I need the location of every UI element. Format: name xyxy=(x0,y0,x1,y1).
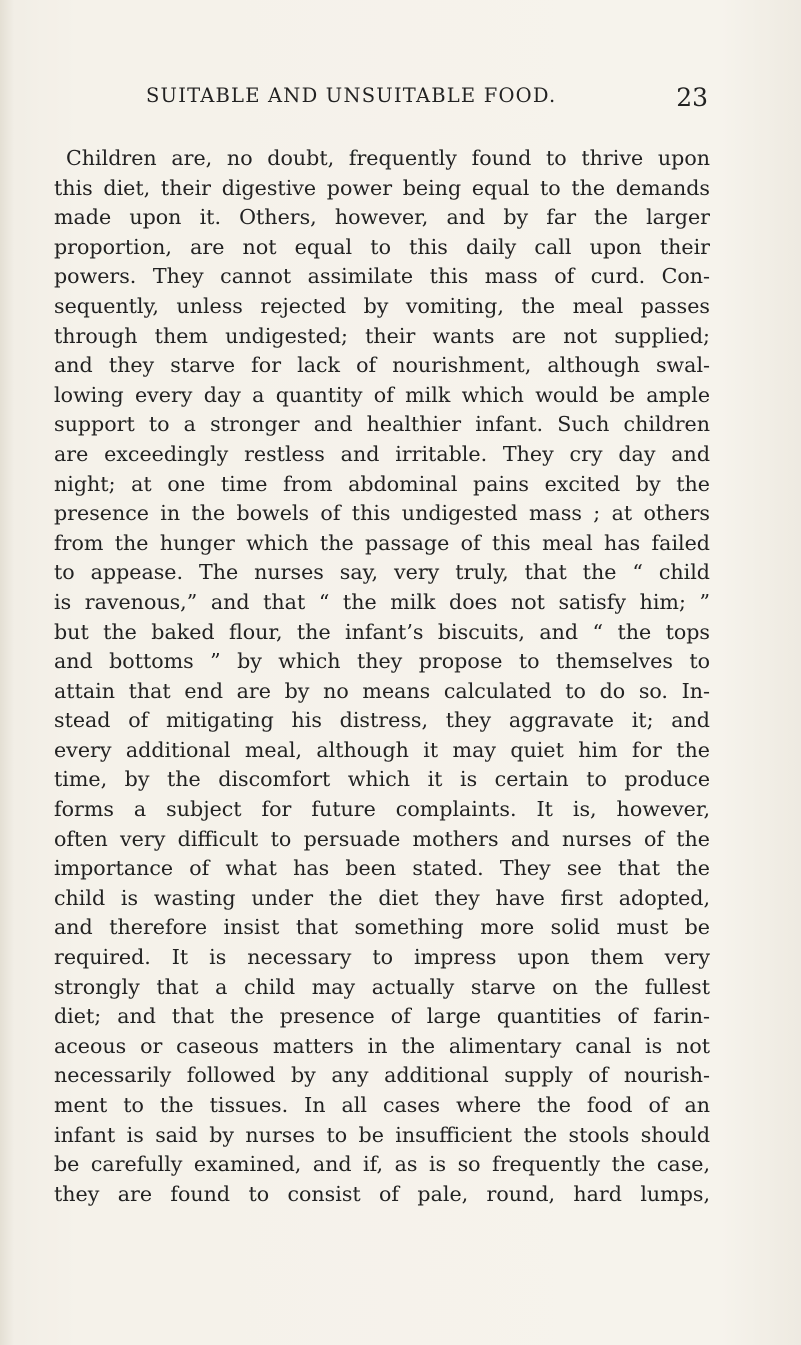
text-line: proportion, are not equal to this daily call upon their xyxy=(54,234,710,259)
text-line: is ravenous,” and that “ the milk does not satisfy him; ” xyxy=(54,589,710,614)
text-line: presence in the bowels of this undigested mass ; at others xyxy=(54,501,710,526)
text-line: required. It is necessary to impress upon them very xyxy=(54,945,710,970)
text-line: and they starve for lack of nourishment, although swal- xyxy=(54,353,710,378)
running-header xyxy=(138,84,708,114)
text-line: ment to the tissues. In all cases where the food of an xyxy=(54,1093,710,1117)
text-line: Children are, no doubt, frequently found to thrive upon xyxy=(66,146,710,170)
text-line: support to a stronger and healthier infant. Such children xyxy=(54,412,710,437)
text-line: and bottoms ” by which they propose to themselves to xyxy=(54,649,710,674)
page-number: 23 xyxy=(676,83,708,112)
text-line: strongly that a child may actually starve on the fullest xyxy=(54,974,710,999)
text-line: diet; and that the presence of large quantities of farin- xyxy=(54,1004,710,1029)
text-line: forms a subject for future complaints. It is, however, xyxy=(54,797,710,822)
text-line: be carefully examined, and if, as is so frequently the case, xyxy=(54,1152,710,1177)
page-edge-shadow xyxy=(0,0,14,1345)
text-line: night; at one time from abdominal pains excited by the xyxy=(54,471,710,496)
text-line: child is wasting under the diet they have first adopted, xyxy=(54,885,710,910)
text-line: infant is said by nurses to be insufficient the stools should xyxy=(54,1122,710,1147)
text-line: from the hunger which the passage of this meal has failed xyxy=(54,530,710,555)
body-paragraph xyxy=(54,144,710,1209)
text-line: through them undigested; their wants are not supplied; xyxy=(54,323,710,348)
text-line: are exceedingly restless and irritable. They cry day and xyxy=(54,441,710,466)
text-line: stead of mitigating his distress, they aggravate it; and xyxy=(54,708,710,733)
text-line: lowing every day a quantity of milk which would be ample xyxy=(54,382,710,407)
running-title: SUITABLE AND UNSUITABLE FOOD. xyxy=(146,84,557,107)
text-line: time, by the discomfort which it is certain to produce xyxy=(54,767,710,792)
text-line: sequently, unless rejected by vomiting, the meal passes xyxy=(54,293,710,318)
text-line: necessarily followed by any additional supply of nourish- xyxy=(54,1063,710,1088)
text-line: every additional meal, although it may quiet him for the xyxy=(54,737,710,762)
text-line: often very difficult to persuade mothers and nurses of the xyxy=(54,826,710,851)
text-line: this diet, their digestive power being equal to the demands xyxy=(54,175,710,200)
text-line: and therefore insist that something more solid must be xyxy=(54,915,710,940)
text-line: powers. They cannot assimilate this mass of curd. Con- xyxy=(54,264,710,289)
text-line: but the baked flour, the infant’s biscuits, and “ the tops xyxy=(54,619,710,644)
text-line: aceous or caseous matters in the alimentary canal is not xyxy=(54,1033,710,1058)
text-line: to appease. The nurses say, very truly, that the “ child xyxy=(54,560,710,585)
text-line: made upon it. Others, however, and by far the larger xyxy=(54,205,710,230)
text-line: they are found to consist of pale, round, hard lumps, xyxy=(54,1181,710,1206)
text-line: attain that end are by no means calculated to do so. In- xyxy=(54,678,710,703)
text-line: importance of what has been stated. They see that the xyxy=(54,856,710,881)
